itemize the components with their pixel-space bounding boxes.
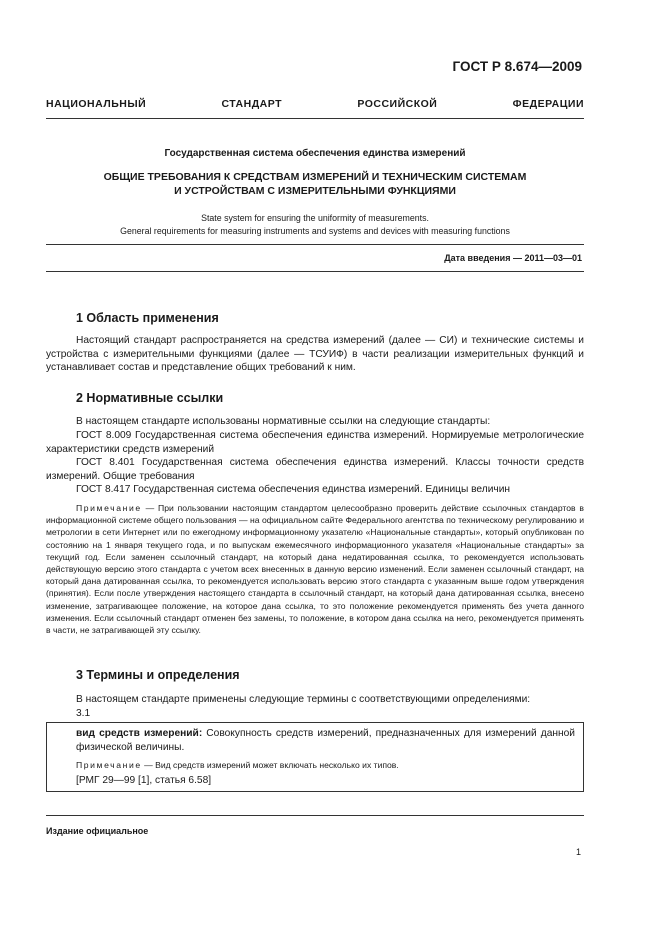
term-definition bbox=[76, 727, 575, 754]
title-rule bbox=[46, 244, 584, 245]
section-2-note bbox=[46, 502, 584, 636]
english-title-line-1: State system for ensuring the uniformity of measurements. bbox=[201, 213, 429, 223]
english-title-line-2: General requirements for measuring instruments and systems and devices with measuring functions bbox=[120, 226, 510, 236]
note-text: — При пользовании настоящим стандартом целесообразно проверить действие ссылочных стандартов в информационной системе общего пользования — на официальном сайте Федерального агентства по техническому регулированию и метрологии в сети Интернет или по ежегодному информационному указателю «Национальные стандарты», который опубликован по состоянию на 1 января текущего года, и по выпускам ежемесячного информационного указателя «Национальные стандарты» за текущий год. Если заменен ссылочный стандарт, на который дана недатированная ссылка, то рекомендуется использовать действующую версию этого стандарта с учетом всех внесенных в данную версию изменений. Если заменен ссылочный стандарт, на который дана датированная ссылка, то рекомендуется использовать версию этого стандарта с указанным выше годом утверждения (принятия). Если после утверждения настоящего стандарта в ссылочный стандарт, на который дана датированная ссылка, внесено изменение, затрагивающее положение, на которое дана ссылка, то это положение рекомендуется применять без учета данного изменения. Если ссылочный стандарт отменен без замены, то положение, в котором дана ссылка на него, рекомендуется применять в части, не затрагивающей эту ссылку. bbox=[46, 503, 584, 636]
date-rule bbox=[46, 271, 584, 272]
edition-label: Издание официальное bbox=[46, 826, 149, 836]
introduction-date: Дата введения — 2011—03—01 bbox=[444, 253, 582, 263]
header-rule bbox=[46, 118, 584, 119]
term-note-text: — Вид средств измерений может включать несколько их типов. bbox=[141, 760, 399, 770]
term-definition-box bbox=[46, 722, 584, 792]
section-1-heading: 1 Область применения bbox=[76, 311, 219, 325]
note-label: Примечание bbox=[76, 503, 142, 513]
section-2-heading: 2 Нормативные ссылки bbox=[76, 391, 224, 405]
standard-code: ГОСТ Р 8.674—2009 bbox=[452, 59, 582, 74]
title-line-2: И УСТРОЙСТВАМ С ИЗМЕРИТЕЛЬНЫМИ ФУНКЦИЯМИ bbox=[174, 185, 456, 197]
term-note bbox=[76, 759, 575, 773]
title-line-1: ОБЩИЕ ТРЕБОВАНИЯ К СРЕДСТВАМ ИЗМЕРЕНИЙ И ТЕХНИЧЕСКИМ СИСТЕМАМ bbox=[103, 171, 527, 183]
section-3-intro: В настоящем стандарте применены следующие термины с соответствующими определениями: bbox=[76, 694, 531, 705]
document-title bbox=[46, 170, 584, 198]
section-3-heading: 3 Термины и определения bbox=[76, 668, 240, 682]
term-name: вид средств измерений: bbox=[76, 728, 203, 739]
section-2-intro: В настоящем стандарте использованы нормативные ссылки на следующие стандарты: bbox=[76, 416, 491, 427]
national-standard-banner: НАЦИОНАЛЬНЫЙ СТАНДАРТ РОССИЙСКОЙ ФЕДЕРАЦИИ bbox=[46, 98, 584, 110]
term-number: 3.1 bbox=[76, 708, 91, 719]
english-title bbox=[46, 212, 584, 238]
reference-item: ГОСТ 8.009 Государственная система обеспечения единства измерений. Нормируемые метрологические характеристики средств измерений bbox=[46, 430, 584, 455]
page-number: 1 bbox=[575, 847, 581, 857]
footer-rule bbox=[46, 815, 584, 816]
term-note-label: Примечание bbox=[76, 760, 142, 770]
section-1-text: Настоящий стандарт распространяется на средства измерений (далее — СИ) и технические системы и устройства с измерительными функциями (далее — ТСУИФ) в части реализации измерительных функций и устанавливает состав и представление общих требований к ним. bbox=[46, 335, 584, 374]
term-definition-text: Совокупность средств измерений, предназначенных для измерений данной физической величины. bbox=[76, 728, 575, 753]
term-source: [РМГ 29—99 [1], статья 6.58] bbox=[76, 775, 212, 786]
system-title: Государственная система обеспечения единства измерений bbox=[164, 148, 466, 159]
reference-item: ГОСТ 8.417 Государственная система обеспечения единства измерений. Единицы величин bbox=[76, 484, 511, 495]
reference-item: ГОСТ 8.401 Государственная система обеспечения единства измерений. Классы точности средств измерений. Общие требования bbox=[46, 457, 584, 482]
